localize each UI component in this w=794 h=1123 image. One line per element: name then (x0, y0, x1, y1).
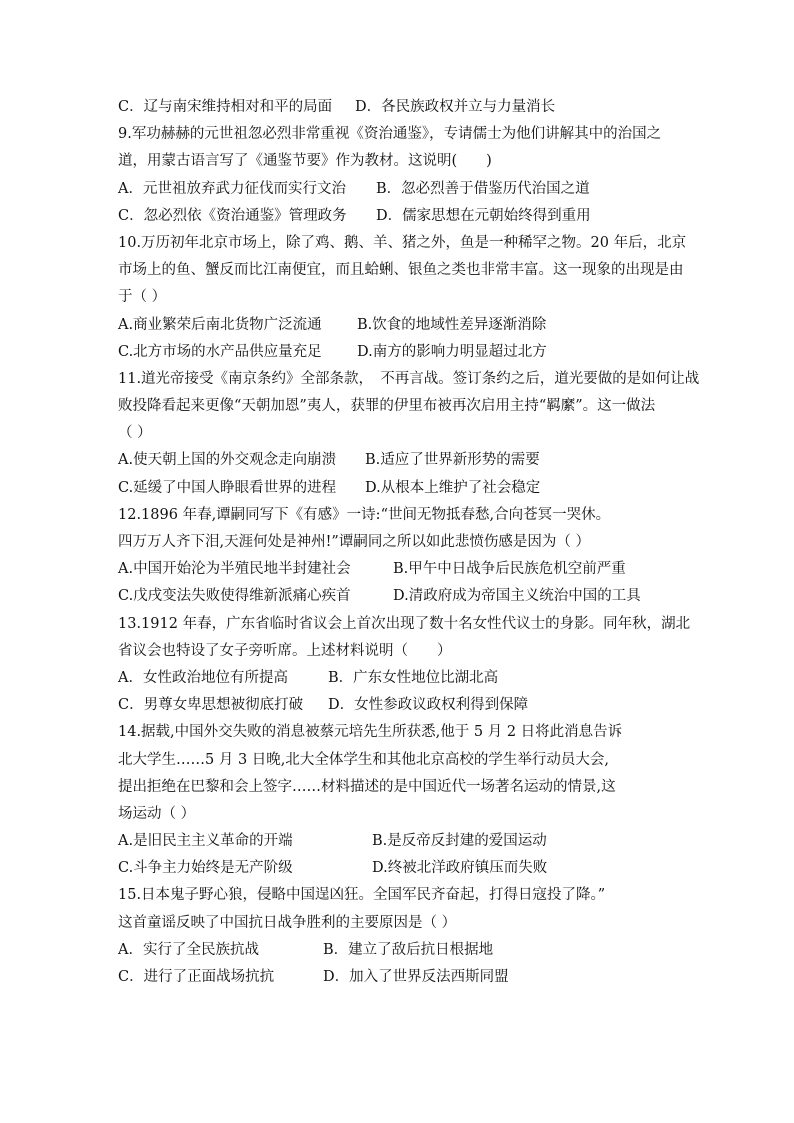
answer-option: A.是旧民主主义革命的开端 (118, 833, 293, 850)
text-line: 提出拒绝在巴黎和会上签字……材料描述的是中国近代一场著名运动的情景,这 (118, 778, 616, 795)
text-line: （ ） (118, 425, 152, 442)
answer-option: A.中国开始沦为半殖民地半封建社会 (118, 561, 351, 578)
answer-option: B．建立了敌后抗日根据地 (323, 941, 494, 958)
answer-option: D.从根本上维护了社会稳定 (365, 479, 541, 496)
text-line: 道，用蒙古语言写了《通鉴节要》作为教材。这说明( ) (118, 153, 492, 170)
answer-option: C．忽必烈依《资治通鉴》管理政务 (118, 207, 347, 224)
text-line: 北大学生……5 月 3 日晚,北大全体学生和其他北京高校的学生举行动员大会, (118, 751, 609, 768)
options-row (118, 556, 678, 583)
answer-option: C．男尊女卑思想被彻底打破 (118, 697, 304, 714)
options-row (118, 828, 678, 855)
options-row (118, 937, 678, 964)
options-row (118, 176, 678, 203)
options-row (118, 94, 678, 121)
answer-option: C.延缓了中国人睁眼看世界的进程 (118, 479, 337, 496)
options-row (118, 312, 678, 339)
answer-option: B．广东女性地位比湖北高 (328, 669, 499, 686)
text-line: 场运动（ ） (118, 805, 196, 822)
text-line: 于（ ） (118, 289, 167, 306)
answer-option: D.南方的影响力明显超过北方 (357, 343, 547, 360)
question-content (118, 94, 700, 991)
text-line: 10.万历初年北京市场上，除了鸡、鹅、羊、猪之外，鱼是一种稀罕之物。20 年后，北京 (118, 234, 687, 251)
answer-option: B.甲午中日战争后民族危机空前严重 (393, 561, 626, 578)
text-line: 市场上的鱼、蟹反而比江南便宜，而且蛤蜊、银鱼之类也非常丰富。这一现象的出现是由 (118, 262, 684, 279)
answer-option: D.终被北洋政府镇压而失败 (372, 860, 548, 877)
text-line: 14.据载,中国外交失败的消息被蔡元培先生所获悉,他于 5 月 2 日将此消息告诉 (118, 724, 623, 741)
answer-option: D．各民族政权并立与力量消长 (355, 99, 556, 115)
text-line: 15.日本鬼子野心狼，侵略中国逞凶狂。全国军民齐奋起，打得日寇投了降。” (118, 887, 606, 904)
answer-option: B.适应了世界新形势的需要 (365, 452, 540, 469)
answer-option: B．忽必烈善于借鉴历代治国之道 (376, 180, 590, 197)
text-line: 败投降看起来更像“天朝加恩”夷人，获罪的伊里布被再次启用主持“羁縻”。这一做法 (118, 398, 656, 415)
text-line: 四万万人齐下泪,天涯何处是神州!”谭嗣同之所以如此悲愤伤感是因为（ ） (118, 534, 590, 550)
text-line: 这首童谣反映了中国抗日战争胜利的主要原因是（ ） (118, 914, 457, 931)
answer-option: C．进行了正面战场抗抗 (118, 969, 275, 985)
options-row (118, 475, 678, 502)
answer-option: D．儒家思想在元朝始终得到重用 (376, 207, 591, 224)
text-line: 11.道光帝接受《南京条约》全部条款， 不再言战。签订条约之后，道光要做的是如何让战 (118, 370, 700, 387)
answer-option: C.斗争主力始终是无产阶级 (118, 860, 293, 877)
options-row (118, 665, 678, 692)
answer-option: A．女性政治地位有所提高 (118, 669, 288, 686)
options-row (118, 447, 678, 474)
answer-option: B.饮食的地域性差异逐渐消除 (357, 316, 547, 333)
options-row (118, 583, 678, 610)
answer-option: A．元世祖放弃武力征伐而实行文治 (118, 180, 346, 197)
options-row (118, 203, 678, 230)
text-line: 9.军功赫赫的元世祖忽必烈非常重视《资治通鉴》，专请儒士为他们讲解其中的治国之 (118, 126, 662, 143)
answer-option: A．实行了全民族抗战 (118, 941, 259, 958)
answer-option: D．女性参政议政权利得到保障 (328, 697, 529, 714)
text-line: 12.1896 年春,谭嗣同写下《有感》一诗:“世间无物抵春愁,合向苍冥一哭休。 (118, 506, 611, 523)
answer-option: A.使天朝上国的外交观念走向崩溃 (118, 452, 337, 469)
answer-option: C.北方市场的水产品供应量充足 (118, 343, 322, 360)
answer-option: C.戊戌变法失败使得维新派痛心疾首 (118, 588, 351, 605)
answer-option: C．辽与南宋维持相对和平的局面 (118, 99, 333, 115)
options-row (118, 692, 678, 719)
answer-option: A.商业繁荣后南北货物广泛流通 (118, 316, 322, 333)
options-row (118, 339, 678, 366)
answer-option: B.是反帝反封建的爱国运动 (372, 833, 547, 850)
answer-option: D．加入了世界反法西斯同盟 (323, 969, 509, 985)
text-line: 省议会也特设了女子旁听席。上述材料说明（ ） (118, 642, 452, 659)
options-row (118, 964, 678, 991)
options-row (118, 855, 678, 882)
text-line: 13.1912 年春，广东省临时省议会上首次出现了数十名女性代议士的身影。同年秋，湖北 (118, 615, 691, 632)
answer-option: D.清政府成为帝国主义统治中国的工具 (393, 588, 641, 605)
